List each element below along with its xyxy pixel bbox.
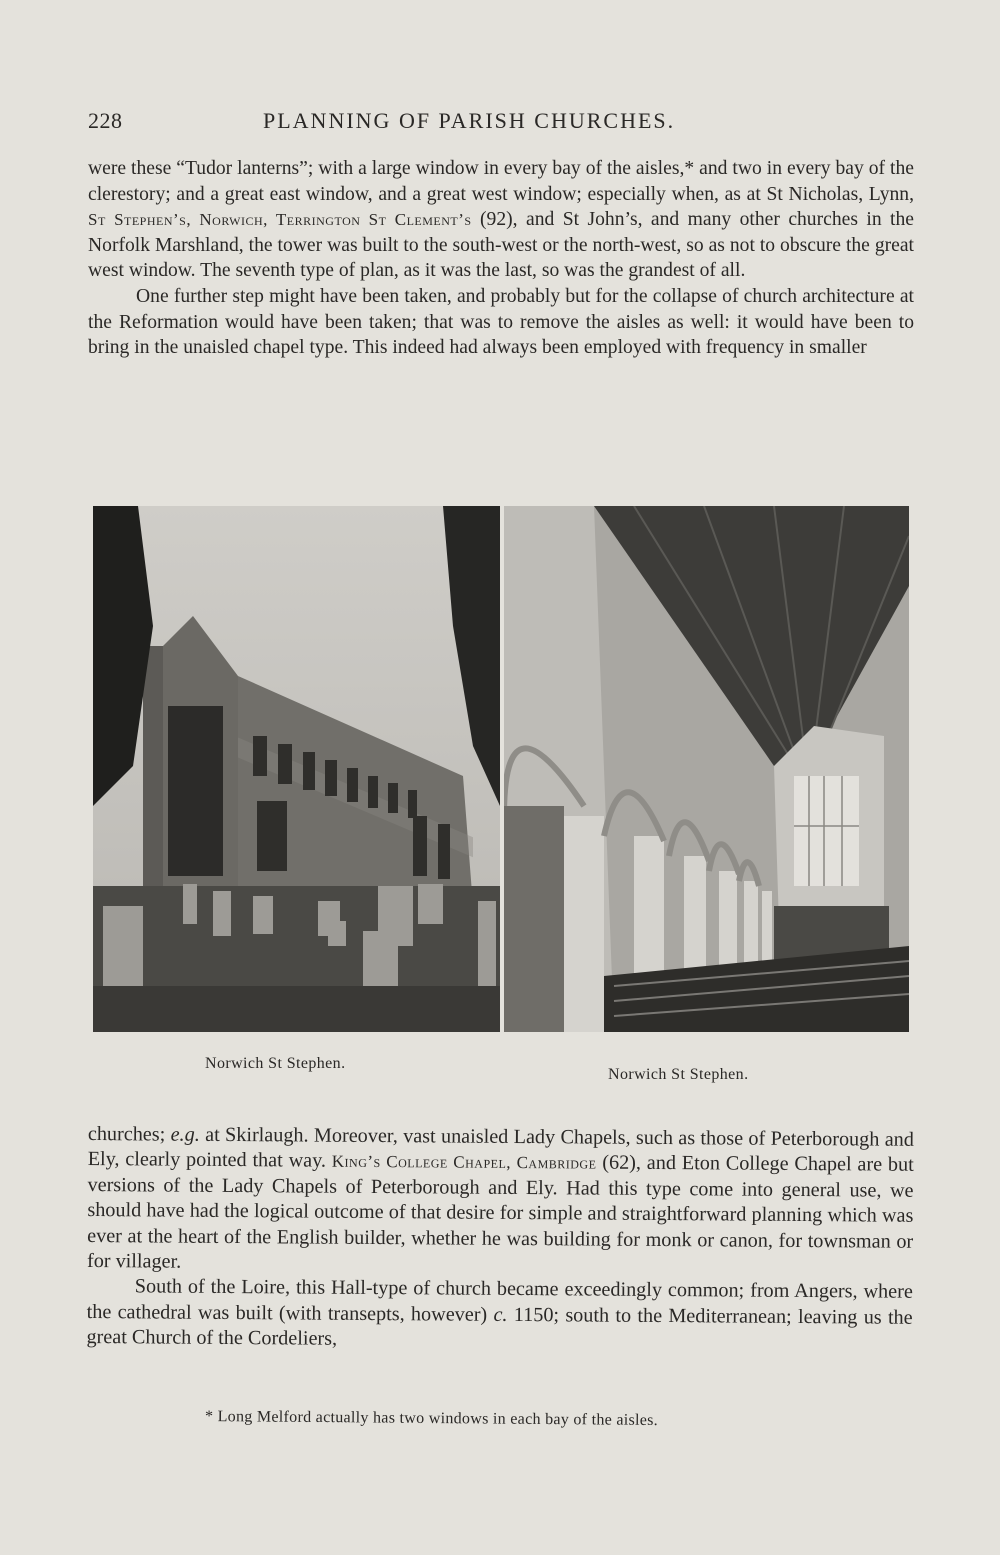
para3-smallcaps: King’s College Chapel, Cambridge — [331, 1152, 597, 1173]
caption-left: Norwich St Stephen. — [205, 1055, 346, 1072]
paragraph-hall-type — [86, 1274, 913, 1356]
para1-smallcaps: St Stephen’s, Norwich, Terrington St Clement’s — [88, 210, 472, 230]
photo-exterior — [93, 506, 500, 1032]
paragraph-further-step: One further step might have been taken, and probably but for the collapse of church architecture at the Reformation would have been taken; that was to remove the aisles as well: it would have been to bring in the unaisled chapel type. This indeed had always been employed with frequency in smaller — [88, 285, 914, 359]
para4-text-a: South of the Loire, this Hall-type of church became exceedingly common; from Angers, where the cathedral was built (with transepts, however) — [86, 1275, 913, 1326]
para3-text-c: (62), and Eton College Chapel are but versions of the Lady Chapels of Peterborough and Ely. Had this type come into general use, we should have had the logical outcome of that desire for simple and straightforward planning which was ever at the heart of the English builder, whether he was building for monk or canon, for townsman or for villager. — [86, 1151, 914, 1273]
caption-right: Norwich St Stephen. — [608, 1066, 749, 1083]
para3-text-b: at Skirlaugh. Moreover, vast unaisled Lady Chapels, such as those of Peterborough and Ely, clearly pointed that way. — [87, 1123, 914, 1173]
para3-text-a: churches; — [87, 1123, 171, 1146]
para1-text-a: were these “Tudor lanterns”; with a large window in every bay of the aisles,* and two in every bay of the clerestory; and a great east window, and a great west window; especially when, as at St Nicholas, Lynn, — [88, 158, 914, 205]
photo-interior — [504, 506, 909, 1032]
para4-text-b: 1150; south to the Mediterranean; leaving us the great Church of the Cordeliers, — [86, 1303, 913, 1350]
para3-italic-eg: e.g. — [170, 1123, 200, 1146]
footnote: * Long Melford actually has two windows in each bay of the aisles. — [204, 1408, 659, 1429]
para1-text-b: (92), and St John’s, and many other churches in the Norfolk Marshland, the tower was built to the south-west or the north-west, so as not to obscure the great west window. The seventh type of plan, as it was the last, so was the grandest of all. — [88, 209, 914, 282]
para4-italic-circa: c. — [493, 1303, 508, 1326]
page-number: 228 — [88, 108, 123, 133]
upper-text — [88, 156, 914, 361]
running-title: PLANNING OF PARISH CHURCHES. — [263, 108, 676, 133]
interior-photo-image — [504, 506, 909, 1032]
running-head — [88, 108, 914, 138]
paragraph-tudor-lanterns — [88, 156, 914, 284]
lower-text — [86, 1122, 914, 1356]
paragraph-unaisled-chapels — [87, 1122, 914, 1280]
exterior-photo-image — [93, 506, 500, 1032]
